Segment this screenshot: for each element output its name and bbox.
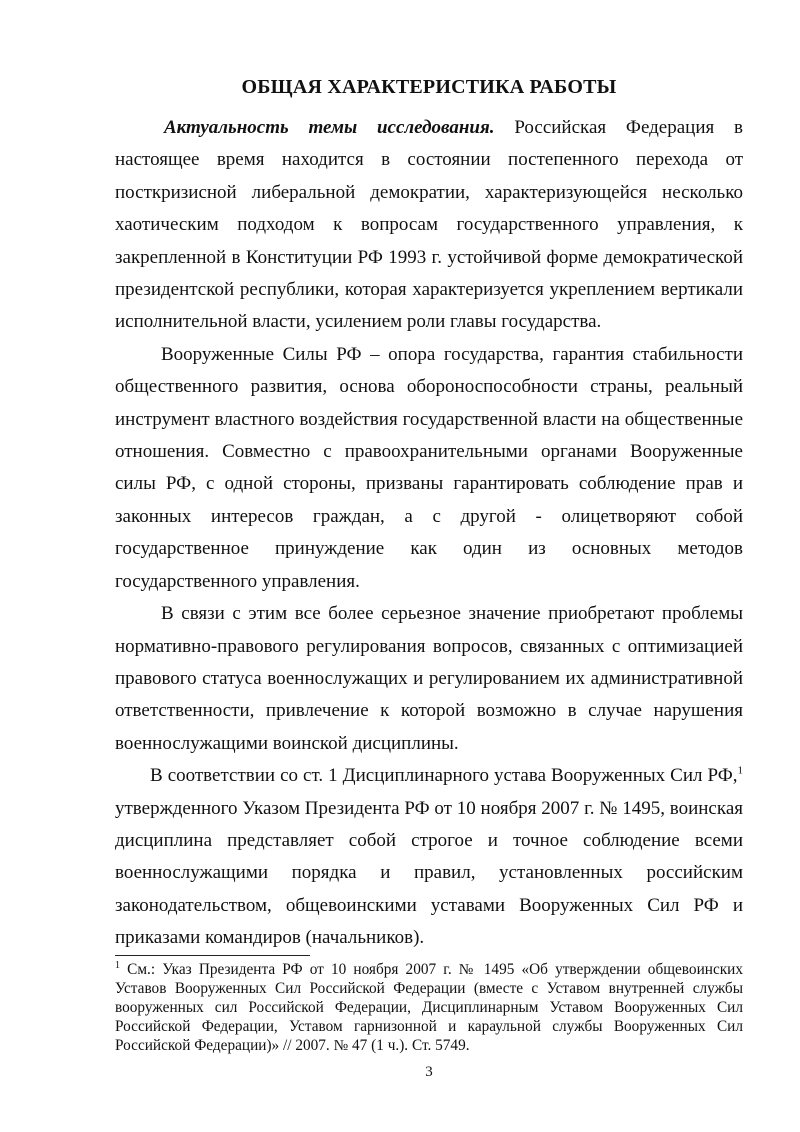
- paragraph-text: Вооруженные Силы РФ – опора государства, гарантия стабильности общественного развития, основа обороноспособности страны, реальный инструмент властного воздействия государственной власти на общественные отношения. Совместно с правоохранительными органами Вооруженные силы РФ, с одной стороны, призваны гарантировать соблюдение прав и законных интересов граждан, а с другой - олицетворяют собой государственное принуждение как один из основных методов государственного управления.: [115, 343, 743, 592]
- footnote: [115, 960, 743, 1055]
- paragraph-text: В связи с этим все более серьезное значение приобретают проблемы нормативно-правового регулирования вопросов, связанных с оптимизацией правового статуса военнослужащих и регулированием их административной ответственности, привлечение к которой возможно в случае нарушения военнослужащими воинской дисциплины.: [115, 603, 743, 754]
- footnote-divider: [115, 955, 310, 956]
- paragraph-lead: Актуальность темы исследования.: [164, 117, 495, 138]
- body-text: [115, 112, 743, 955]
- page-title: ОБЩАЯ ХАРАКТЕРИСТИКА РАБОТЫ: [241, 76, 617, 98]
- footnote-marker: 1: [115, 959, 120, 971]
- page-number: 3: [425, 1064, 433, 1080]
- footnote-text: См.: Указ Президента РФ от 10 ноября 2007 г. № 1495 «Об утверждении общевоинских Уставов Вооруженных Сил Российской Федерации (вместе с Уставом внутренней службы вооруженных сил Российской Федерации, Дисциплинарным Уставом Вооруженных Сил Российской Федерации, Уставом гарнизонной и караульной службы Вооруженных Сил Российской Федерации)» // 2007. № 47 (1 ч.). Ст. 5749.: [115, 961, 743, 1054]
- paragraph-relevance: [115, 112, 743, 339]
- paragraph-discipline: [115, 760, 743, 954]
- paragraph-regulation: [115, 598, 743, 760]
- paragraph-text: Российская Федерация в настоящее время находится в состоянии постепенного перехода от посткризисной либеральной демократии, характеризующейся несколько хаотическим подходом к вопросам государственного управления, к закрепленной в Конституции РФ 1993 г. устойчивой форме демократической президентской республики, которая характеризуется укреплением вертикали исполнительной власти, усилением роли главы государства.: [115, 117, 744, 333]
- paragraph-armed-forces: [115, 339, 743, 598]
- paragraph-text: В соответствии со ст. 1 Дисциплинарного устава Вооруженных Сил РФ,: [150, 765, 738, 787]
- paragraph-text: утвержденного Указом Президента РФ от 10 ноября 2007 г. № 1495, воинская дисциплина представляет собой строгое и точное соблюдение всеми военнослужащими порядка и правил, установленных российским законодательством, общевоинскими уставами Вооруженных Сил РФ и приказами командиров (начальников).: [115, 797, 743, 949]
- footnote-reference[interactable]: 1: [737, 764, 743, 777]
